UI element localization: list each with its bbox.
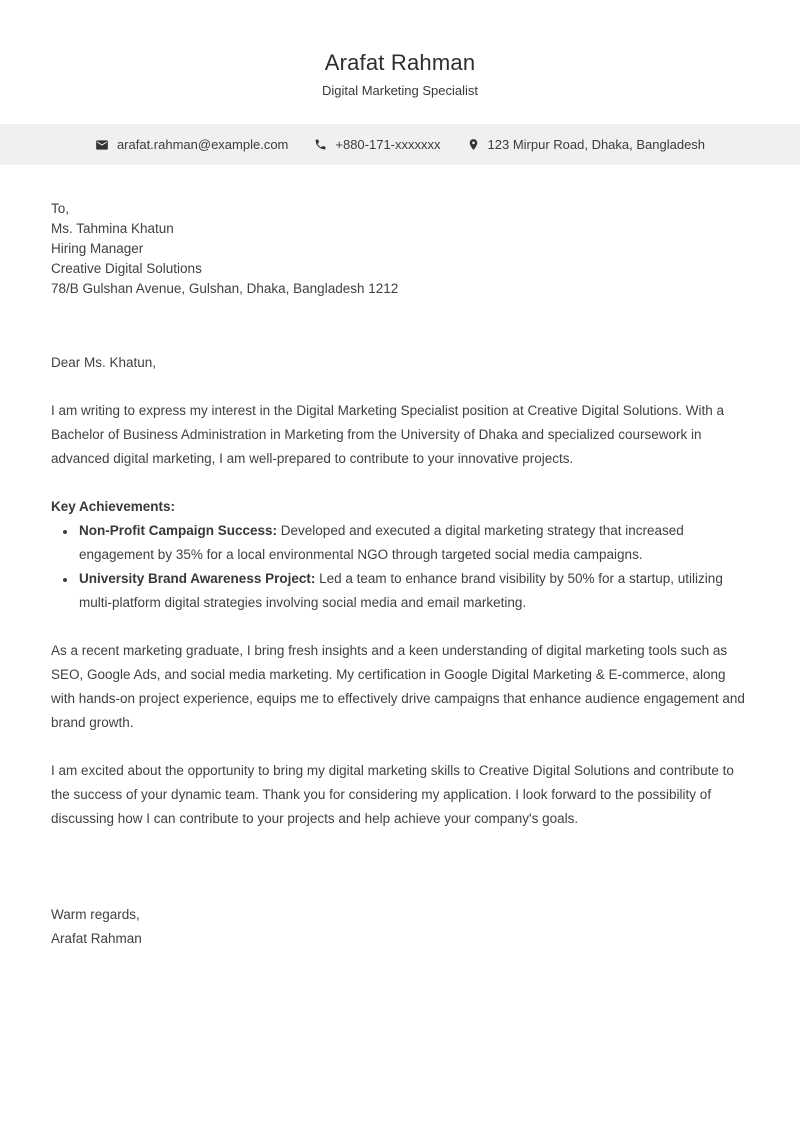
contact-email-text: arafat.rahman@example.com xyxy=(116,137,289,152)
contact-email xyxy=(95,137,288,152)
recipient-block xyxy=(51,199,749,299)
achievement-item xyxy=(77,567,749,615)
achievement-title: Non-Profit Campaign Success: xyxy=(79,523,278,538)
applicant-name: Arafat Rahman xyxy=(324,50,476,75)
phone-icon xyxy=(314,138,327,151)
recipient-line: Creative Digital Solutions xyxy=(51,261,202,276)
paragraph-skills: As a recent marketing graduate, I bring fresh insights and a keen understanding of digital marketing tools such as SEO, Google Ads, and social media marketing. My certification in Google Digital Marketing & E-commerce, along with hands-on project experience, equips me to effectively drive campaigns that enhance audience engagement and brand growth. xyxy=(51,643,745,730)
closing-name: Arafat Rahman xyxy=(51,931,142,946)
letter-body xyxy=(0,199,800,951)
contact-phone-text: +880-171-xxxxxxx xyxy=(335,137,441,152)
location-pin-icon xyxy=(467,138,480,151)
contact-address-text: 123 Mirpur Road, Dhaka, Bangladesh xyxy=(487,137,706,152)
achievement-text: Developed and executed a digital marketing strategy that increased engagement by 35% for a local environmental NGO through targeted social media campaigns. xyxy=(79,523,684,562)
closing-salutation: Warm regards, xyxy=(51,907,140,922)
recipient-line: To, xyxy=(51,201,70,216)
paragraph-intro: I am writing to express my interest in the Digital Marketing Specialist position at Creative Digital Solutions. With a Bachelor of Business Administration in Marketing from the University of Dhaka and specialized coursework in advanced digital marketing, I am well-prepared to contribute to your innovative projects. xyxy=(51,403,725,466)
achievement-text: Led a team to enhance brand visibility by 50% for a startup, utilizing multi-platform digital strategies involving social media and email marketing. xyxy=(79,571,723,610)
achievement-title: University Brand Awareness Project: xyxy=(79,571,316,586)
recipient-line: Hiring Manager xyxy=(51,241,144,256)
achievements-heading: Key Achievements: xyxy=(51,499,176,514)
paragraph-closing: I am excited about the opportunity to bring my digital marketing skills to Creative Digital Solutions and contribute to the success of your dynamic team. Thank you for considering my application. I look forward to the possibility of discussing how I can contribute to your projects and help achieve your company's goals. xyxy=(51,763,734,826)
applicant-title: Digital Marketing Specialist xyxy=(321,83,479,98)
recipient-line: Ms. Tahmina Khatun xyxy=(51,221,174,236)
recipient-line: 78/B Gulshan Avenue, Gulshan, Dhaka, Bangladesh 1212 xyxy=(51,281,399,296)
closing-block xyxy=(51,903,749,951)
contact-bar xyxy=(0,124,800,165)
contact-address xyxy=(467,137,706,152)
greeting: Dear Ms. Khatun, xyxy=(51,355,157,370)
achievement-item xyxy=(77,519,749,567)
letter-header xyxy=(0,0,800,98)
envelope-icon xyxy=(95,138,109,152)
achievements-list xyxy=(51,519,749,615)
contact-phone xyxy=(314,137,440,152)
